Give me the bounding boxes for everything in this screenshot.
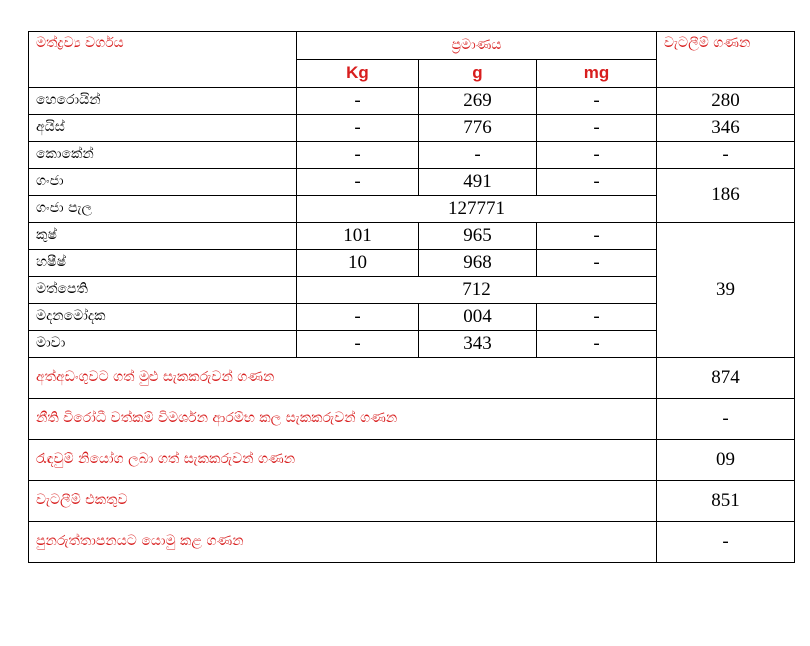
arrests-cell: 186 xyxy=(657,169,795,223)
drug-name: කුෂ් xyxy=(29,223,297,250)
summary-value: 874 xyxy=(657,358,795,399)
mg-cell: - xyxy=(537,331,657,358)
kg-cell: - xyxy=(297,88,419,115)
summary-row xyxy=(29,399,795,440)
mg-cell: - xyxy=(537,169,657,196)
unit-g: g xyxy=(419,60,537,88)
drug-name: හෙරොයින් xyxy=(29,88,297,115)
kg-cell: - xyxy=(297,115,419,142)
mg-cell: - xyxy=(537,223,657,250)
table-row xyxy=(29,223,795,250)
summary-row xyxy=(29,481,795,522)
drug-name: කොකේන් xyxy=(29,142,297,169)
g-cell: 343 xyxy=(419,331,537,358)
summary-value: 09 xyxy=(657,440,795,481)
kg-cell: 10 xyxy=(297,250,419,277)
arrests-cell: 346 xyxy=(657,115,795,142)
drug-name: මත්පෙති xyxy=(29,277,297,304)
kg-cell: - xyxy=(297,142,419,169)
unit-mg: mg xyxy=(537,60,657,88)
summary-value: 851 xyxy=(657,481,795,522)
summary-row xyxy=(29,522,795,563)
mg-cell: - xyxy=(537,304,657,331)
drug-name: මාවා xyxy=(29,331,297,358)
kg-cell: - xyxy=(297,169,419,196)
header-category: මත්ද්‍රව්‍ය වර්ගය xyxy=(29,32,297,88)
drug-name: අයිස් xyxy=(29,115,297,142)
g-cell: 965 xyxy=(419,223,537,250)
drug-name: ගංජා පැල xyxy=(29,196,297,223)
header-quantity: ප්‍රමාණය xyxy=(297,32,657,60)
summary-label: අත්අඩංගුවට ගත් මුළු සැකකරුවන් ගණන xyxy=(29,358,657,399)
summary-value: - xyxy=(657,399,795,440)
g-cell: 269 xyxy=(419,88,537,115)
summary-value: - xyxy=(657,522,795,563)
mg-cell: - xyxy=(537,142,657,169)
table-row xyxy=(29,142,795,169)
summary-label: වැටලීම් එකතුව xyxy=(29,481,657,522)
count-cell: 712 xyxy=(297,277,657,304)
drug-name: ගංජා xyxy=(29,169,297,196)
g-cell: - xyxy=(419,142,537,169)
arrests-cell: 39 xyxy=(657,223,795,358)
summary-label: රැඳවුම් නියෝග ලබා ගත් සැකකරුවන් ගණන xyxy=(29,440,657,481)
count-cell: 127771 xyxy=(297,196,657,223)
table-row xyxy=(29,88,795,115)
header-arrests: වැටලීම් ගණන xyxy=(657,32,795,88)
drug-name: මදනමෝදක xyxy=(29,304,297,331)
header-row xyxy=(29,32,795,60)
g-cell: 776 xyxy=(419,115,537,142)
g-cell: 491 xyxy=(419,169,537,196)
mg-cell: - xyxy=(537,88,657,115)
mg-cell: - xyxy=(537,250,657,277)
kg-cell: - xyxy=(297,304,419,331)
summary-row xyxy=(29,358,795,399)
arrests-cell: 280 xyxy=(657,88,795,115)
drug-seizure-table xyxy=(28,31,795,563)
table-row xyxy=(29,169,795,196)
summary-label: පුනරුත්තාපනයට යොමු කළ ගණන xyxy=(29,522,657,563)
kg-cell: 101 xyxy=(297,223,419,250)
summary-row xyxy=(29,440,795,481)
drug-name: හෂීෂ් xyxy=(29,250,297,277)
mg-cell: - xyxy=(537,115,657,142)
table-row xyxy=(29,115,795,142)
summary-label: නීති විරෝධී වත්කම් විමර්ශන ආරම්භ කල සැකකරුවන් ගණන xyxy=(29,399,657,440)
arrests-cell: - xyxy=(657,142,795,169)
kg-cell: - xyxy=(297,331,419,358)
unit-kg: Kg xyxy=(297,60,419,88)
g-cell: 968 xyxy=(419,250,537,277)
g-cell: 004 xyxy=(419,304,537,331)
